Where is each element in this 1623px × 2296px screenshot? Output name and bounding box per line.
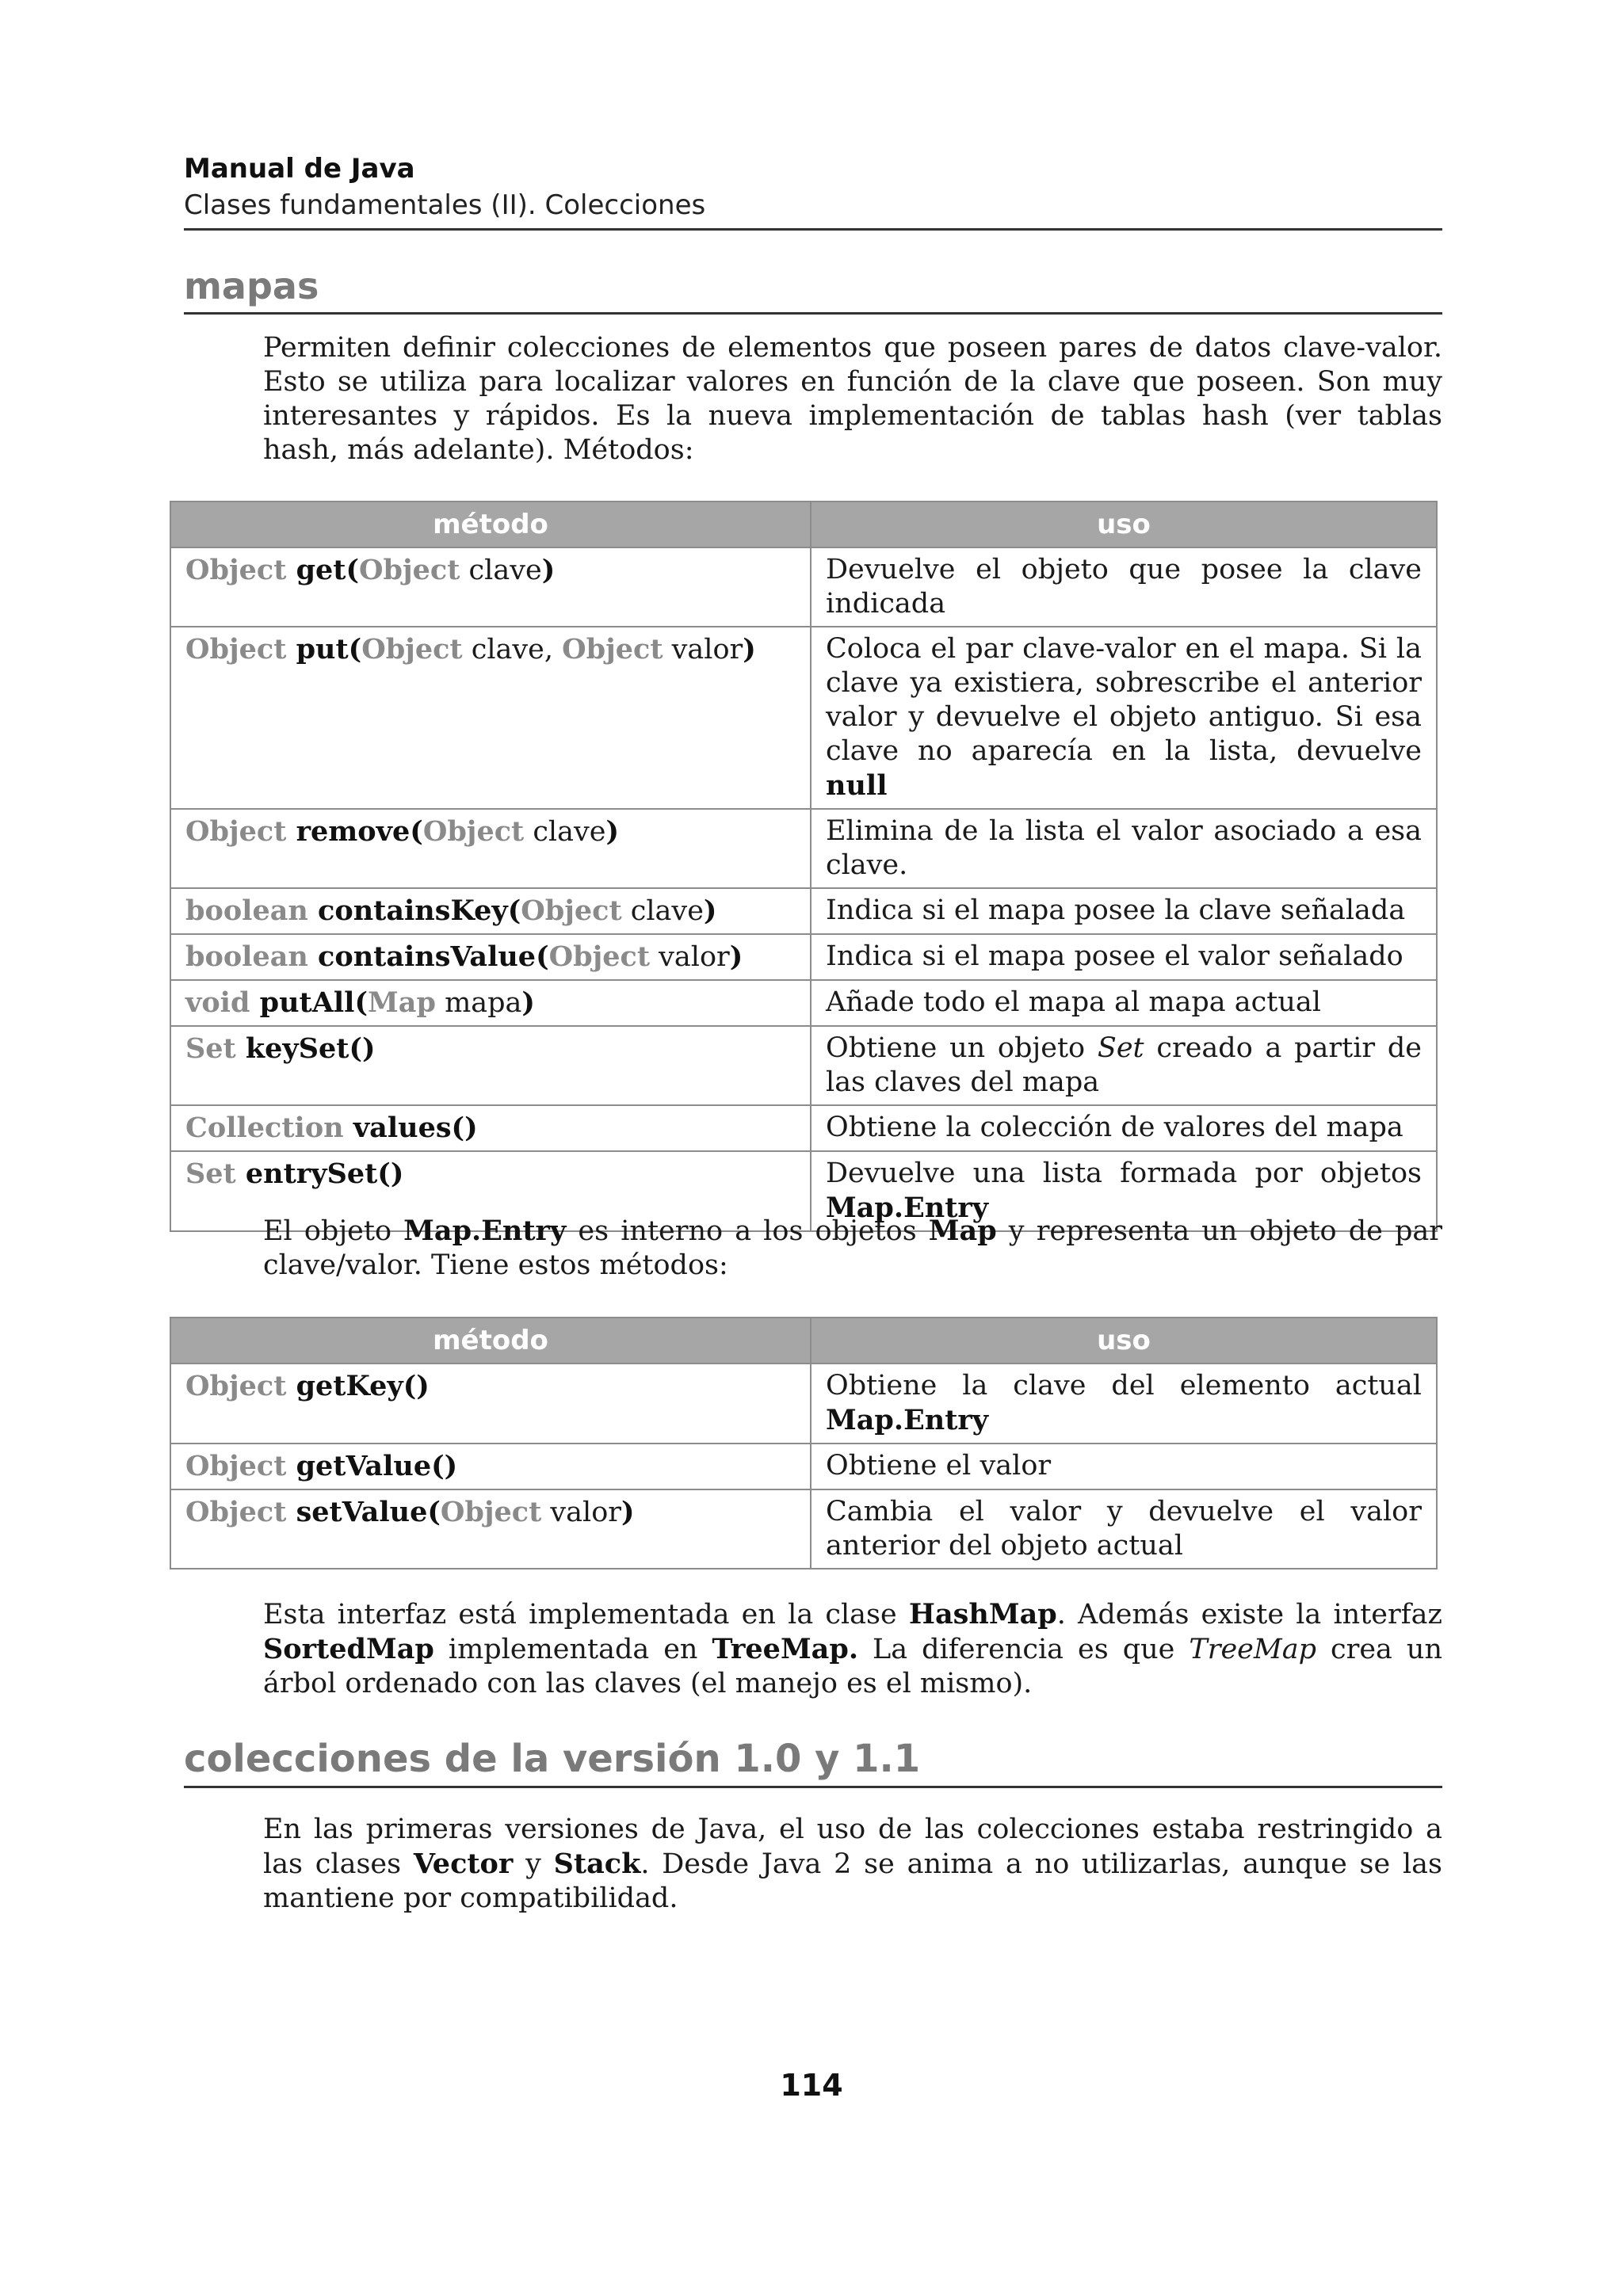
type-name: Object (440, 1496, 542, 1528)
text-run: Obtiene un objeto (826, 1032, 1098, 1064)
column-header-use: uso (811, 1318, 1437, 1363)
text-run: El objeto (263, 1215, 404, 1247)
type-name: Map (368, 986, 436, 1019)
method-description-cell (811, 1026, 1437, 1105)
type-name: boolean (185, 894, 319, 927)
code-term: Map (928, 1215, 997, 1247)
table-row (170, 1363, 1437, 1444)
italic-term: Set (1097, 1032, 1144, 1064)
text-run: clave (621, 895, 704, 927)
text-run: . Desde Java 2 se anima a no utilizarlas, aunque se las mantiene por compatibilidad. (263, 1848, 1443, 1914)
section-heading-legacy-collections: colecciones de la versión 1.0 y 1.1 (184, 1733, 1442, 1788)
type-name: Object (185, 1496, 296, 1528)
text-run: Coloca el par clave-valor en el mapa. Si la clave ya existiera, sobrescribe el anterior valor y devuelve el objeto antiguo. Si esa clave no aparecía en la lista, devuelve (826, 633, 1422, 767)
table-header-row (170, 502, 1437, 547)
method-signature-cell (170, 1489, 811, 1569)
method-description-cell (811, 547, 1437, 627)
bold-term: null (826, 769, 888, 802)
text-run: En las primeras versiones de Java, el uso de las colecciones estaba restringido a las clases (263, 1814, 1442, 1880)
text-run: Añade todo el mapa al mapa actual (826, 986, 1321, 1018)
method-name: ) (743, 633, 756, 666)
method-name: ) (703, 894, 717, 927)
text-run: implementada en (433, 1634, 712, 1665)
method-name: ) (621, 1496, 635, 1528)
page-number: 114 (780, 2068, 843, 2103)
method-signature-cell (170, 1026, 811, 1105)
type-name: Object (521, 894, 622, 927)
method-name: ) (521, 986, 535, 1019)
method-description-cell (811, 1489, 1437, 1569)
text-run: valor (663, 634, 743, 666)
method-name: getValue() (296, 1450, 458, 1482)
method-signature-cell (170, 547, 811, 627)
text-run: y (513, 1848, 554, 1880)
text-run: Devuelve el objeto que posee la clave indicada (826, 554, 1422, 620)
bold-term: Map.Entry (826, 1192, 989, 1224)
table-row (170, 547, 1437, 627)
type-name: Object (185, 633, 296, 666)
method-signature-cell (170, 1444, 811, 1489)
type-name: Object (359, 554, 460, 586)
type-name: Object (185, 554, 296, 586)
column-header-use: uso (811, 502, 1437, 547)
text-run: valor (541, 1497, 622, 1528)
code-term: Stack (553, 1848, 641, 1880)
text-run: crea un árbol ordenado con las claves (el manejo es el mismo). (263, 1634, 1442, 1699)
intro-paragraph: Permiten definir colecciones de elementos que poseen pares de datos clave-valor. Esto se utiliza para localizar valores en función de la clave que poseen. Son muy interesantes y rápidos. Es la nueva implementación de tablas hash (ver tablas hash, más adelante). Métodos: (263, 332, 1442, 466)
method-description-cell (811, 888, 1437, 934)
map-methods-table (170, 501, 1438, 1232)
method-name: setValue( (296, 1496, 441, 1528)
table-row (170, 627, 1437, 809)
code-term: SortedMap (263, 1633, 434, 1665)
method-signature-cell (170, 888, 811, 934)
method-description-cell (811, 934, 1437, 980)
section-heading-mapas: mapas (184, 261, 1442, 315)
text-run: La diferencia es que (858, 1634, 1190, 1665)
method-name: values() (353, 1112, 478, 1144)
method-name: containsValue( (318, 940, 549, 973)
method-name: putAll( (259, 986, 369, 1019)
code-term: Map.Entry (403, 1215, 567, 1247)
code-term: TreeMap. (712, 1633, 859, 1665)
text-run: clave (524, 816, 606, 848)
method-name: remove( (296, 815, 423, 848)
text-run: es interno a los objetos (566, 1215, 929, 1247)
legacy-paragraph (263, 1813, 1442, 1916)
book-title: Manual de Java (184, 153, 415, 185)
text-run: creado a partir de las claves del mapa (826, 1032, 1423, 1098)
chapter-title: Clases fundamentales (II). Colecciones (184, 189, 706, 221)
method-signature-cell (170, 809, 811, 888)
table-header-row (170, 1318, 1437, 1363)
method-signature-cell (170, 980, 811, 1026)
type-name: Collection (185, 1112, 353, 1144)
method-signature-cell (170, 1105, 811, 1151)
method-description-cell (811, 627, 1437, 809)
italic-term: TreeMap (1189, 1634, 1316, 1665)
text-run: mapa (435, 987, 522, 1019)
map-entry-paragraph (263, 1214, 1442, 1283)
method-name: getKey() (296, 1370, 430, 1402)
method-name: entrySet() (245, 1158, 404, 1190)
table-row (170, 980, 1437, 1026)
table-row (170, 1489, 1437, 1569)
type-name: Object (548, 940, 651, 973)
type-name: Object (185, 1450, 296, 1482)
text-run: clave, (462, 634, 563, 666)
text-run: Devuelve una lista formada por objetos (826, 1158, 1422, 1189)
method-description-cell (811, 980, 1437, 1026)
method-description-cell (811, 1363, 1437, 1444)
text-run: Cambia el valor y devuelve el valor anterior del objeto actual (826, 1496, 1422, 1562)
map-entry-methods-table (170, 1317, 1438, 1569)
text-run: Obtiene la colección de valores del mapa (826, 1112, 1403, 1143)
method-name: ) (541, 554, 556, 586)
method-description-cell (811, 1105, 1437, 1151)
method-name: ) (605, 815, 620, 848)
table-row (170, 809, 1437, 888)
code-term: HashMap (908, 1598, 1057, 1630)
method-name: keySet() (245, 1032, 376, 1065)
method-name: get( (296, 554, 360, 586)
column-header-method: método (170, 1318, 811, 1363)
method-signature-cell (170, 627, 811, 809)
method-signature-cell (170, 934, 811, 980)
text-run: y representa un objeto de par clave/valor. Tiene estos métodos: (263, 1215, 1442, 1281)
text-run: Obtiene la clave del elemento actual (826, 1370, 1422, 1402)
type-name: Object (422, 815, 525, 848)
type-name: boolean (185, 940, 319, 973)
text-run: Indica si el mapa posee el valor señalado (826, 940, 1403, 972)
type-name: Object (361, 633, 463, 666)
hashmap-paragraph (263, 1597, 1442, 1701)
table-row (170, 888, 1437, 934)
method-description-cell (811, 1444, 1437, 1489)
text-run: Obtiene el valor (826, 1450, 1052, 1482)
table-row (170, 934, 1437, 980)
text-run: Indica si el mapa posee la clave señalada (826, 894, 1406, 926)
type-name: void (185, 986, 260, 1019)
text-run: clave (460, 555, 542, 586)
text-run: valor (650, 941, 730, 973)
text-run: Esta interfaz está implementada en la clase (263, 1599, 909, 1630)
text-run: Elimina de la lista el valor asociado a esa clave. (826, 815, 1422, 881)
column-header-method: método (170, 502, 811, 547)
running-header (184, 151, 1442, 231)
method-name: ) (729, 940, 743, 973)
code-term: Vector (413, 1848, 514, 1880)
type-name: Object (185, 1370, 296, 1402)
method-description-cell (811, 809, 1437, 888)
type-name: Set (185, 1032, 246, 1065)
method-name: containsKey( (318, 894, 521, 927)
bold-term: Map.Entry (826, 1404, 989, 1436)
method-name: put( (296, 633, 362, 666)
type-name: Object (562, 633, 663, 666)
table-row (170, 1105, 1437, 1151)
method-signature-cell (170, 1363, 811, 1444)
type-name: Object (185, 815, 296, 848)
text-run: . Además existe la interfaz (1056, 1599, 1442, 1630)
table-row (170, 1026, 1437, 1105)
table-row (170, 1444, 1437, 1489)
type-name: Set (185, 1158, 246, 1190)
